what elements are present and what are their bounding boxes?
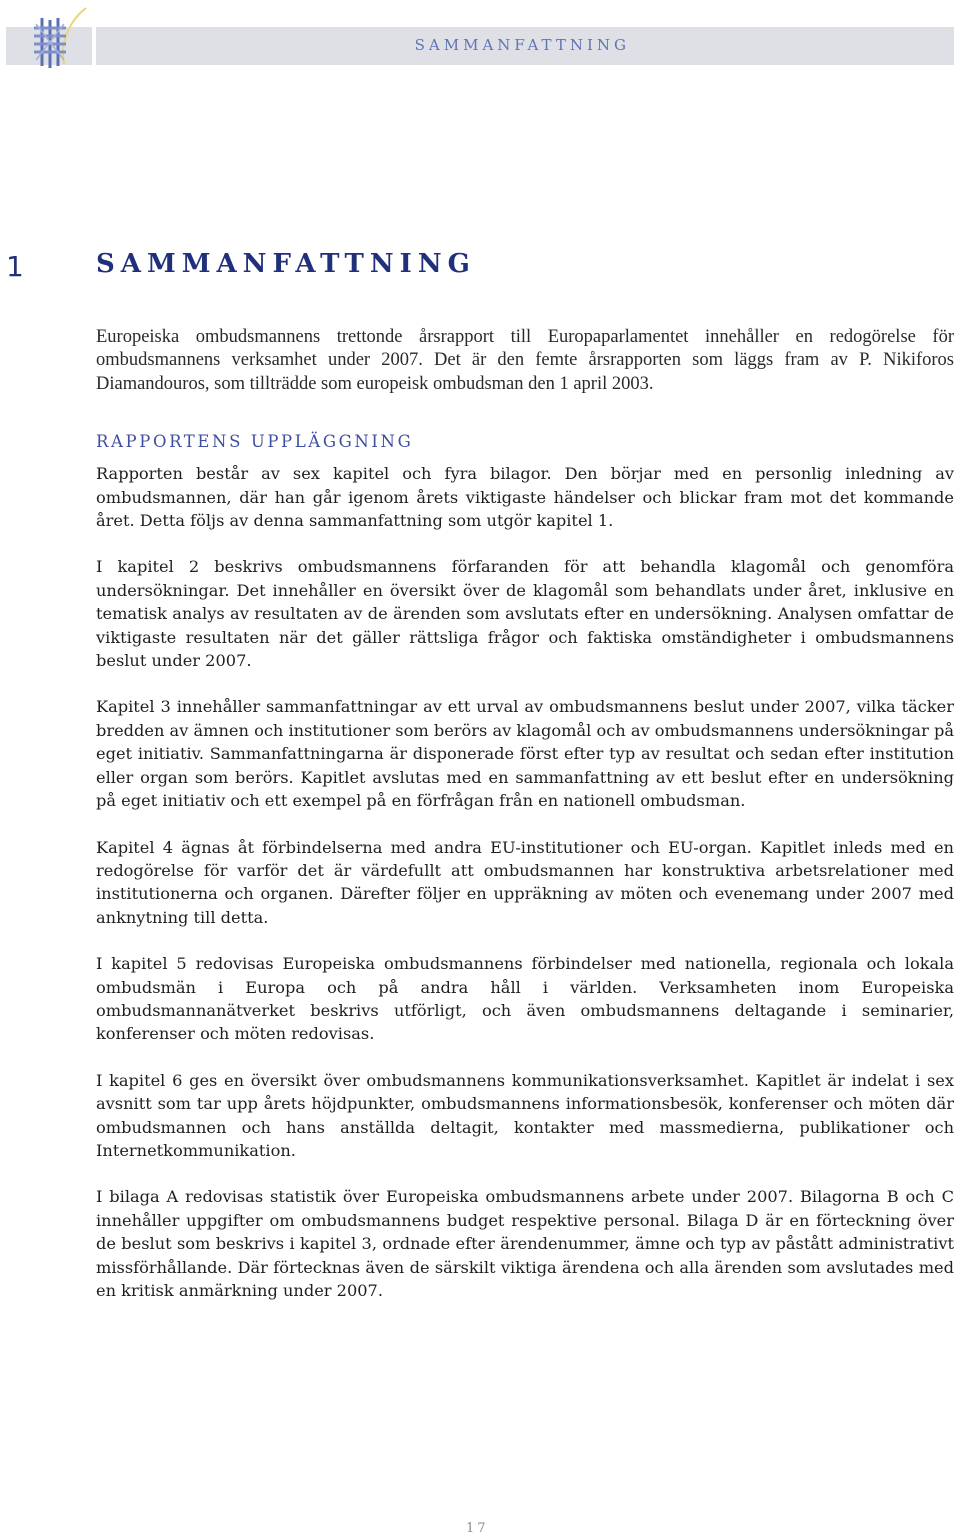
body-paragraph: Kapitel 4 ägnas åt förbindelserna med andra EU-institutioner och EU-organ. Kapitlet inleds med en redogörelse för varför det är värdefullt att ombudsmannen har konstruktiva arbetsrelationer med institutionerna och organen. Därefter följer en uppräkning av möten och evenemang under 2007 med anknytning till detta.: [96, 837, 954, 927]
european-ombudsman-logo-icon: [20, 4, 90, 70]
intro-paragraph: Europeiska ombudsmannens trettonde årsrapport till Europaparlamentet innehåller en redogörelse för ombudsmannens verksamhet under 2007. Det är den femte årsrapporten som läggs fram av P. Nikiforos Diamandouros, som tillträdde som europeisk ombudsman den 1 april 2003.: [96, 327, 954, 394]
main-content: [96, 326, 954, 1325]
section-heading: RAPPORTENS UPPLÄGGNING: [96, 432, 414, 452]
body-paragraph: I kapitel 5 redovisas Europeiska ombudsmannens förbindelser med nationella, regionala och lokala ombudsmän i Europa och på andra håll i världen. Verksamheten inom Europeiska ombudsmannanätverket beskrivs utförligt, och även ombudsmannens deltagande i seminarier, konferenser och möten redovisas.: [96, 954, 954, 1044]
chapter-number: 1: [6, 250, 24, 283]
body-paragraph: Kapitel 3 innehåller sammanfattningar av ett urval av ombudsmannens beslut under 2007, vilka täcker bredden av ämnen och institutioner som berörs av klagomål och av ombudsmannens undersökningar på eget initiativ. Sammanfattningarna är disponerade först efter typ av resultat och sedan efter institution eller organ som berörs. Kapitlet avslutas med en sammanfattning av ett beslut efter en undersökning på eget initiativ och ett exempel på en förfrågan från en nationell ombudsman.: [96, 697, 954, 811]
chapter-title: SAMMANFATTNING: [96, 249, 476, 279]
body-paragraph: I bilaga A redovisas statistik över Europeiska ombudsmannens arbete under 2007. Bilagorna B och C innehåller uppgifter om ombudsmannens budget respektive personal. Bilaga D är en förteckning över de beslut som beskrivs i kapitel 3, ordnade efter ärendenummer, ämne och typ av påstått administrativt missförhållande. Där förtecknas även de särskilt viktiga ärendena och alla ärenden som avslutades med en kritisk anmärkning under 2007.: [96, 1187, 954, 1300]
running-header-title: SAMMANFATTNING: [414, 36, 630, 54]
body-paragraph: I kapitel 2 beskrivs ombudsmannens förfaranden för att behandla klagomål och genomföra undersökningar. Det innehåller en översikt över de klagomål som behandlats under året, inklusive en tematisk analys av resultaten av de ärenden som avslutats efter en undersökning. Analysen omfattar de viktigaste resultaten när det gäller rättsliga frågor och faktiska omständigheter i ombudsmannens beslut under 2007.: [96, 557, 954, 671]
body-paragraph: I kapitel 6 ges en översikt över ombudsmannens kommunikationsverksamhet. Kapitlet är indelat i sex avsnitt som tar upp årets höjdpunkter, ombudsmannens informationsbesök, konferenser och möten där ombudsmannen och hans anställda deltagit, kontakter med massmedierna, publikationer och Internetkommunikation.: [96, 1070, 954, 1160]
page-number: 17: [466, 1521, 489, 1536]
body-paragraph: Rapporten består av sex kapitel och fyra bilagor. Den börjar med en personlig inledning av ombudsmannen, där han går igenom årets viktigaste händelser och blickar fram mot det kommande året. Detta följs av denna sammanfattning som utgör kapitel 1.: [96, 464, 954, 531]
